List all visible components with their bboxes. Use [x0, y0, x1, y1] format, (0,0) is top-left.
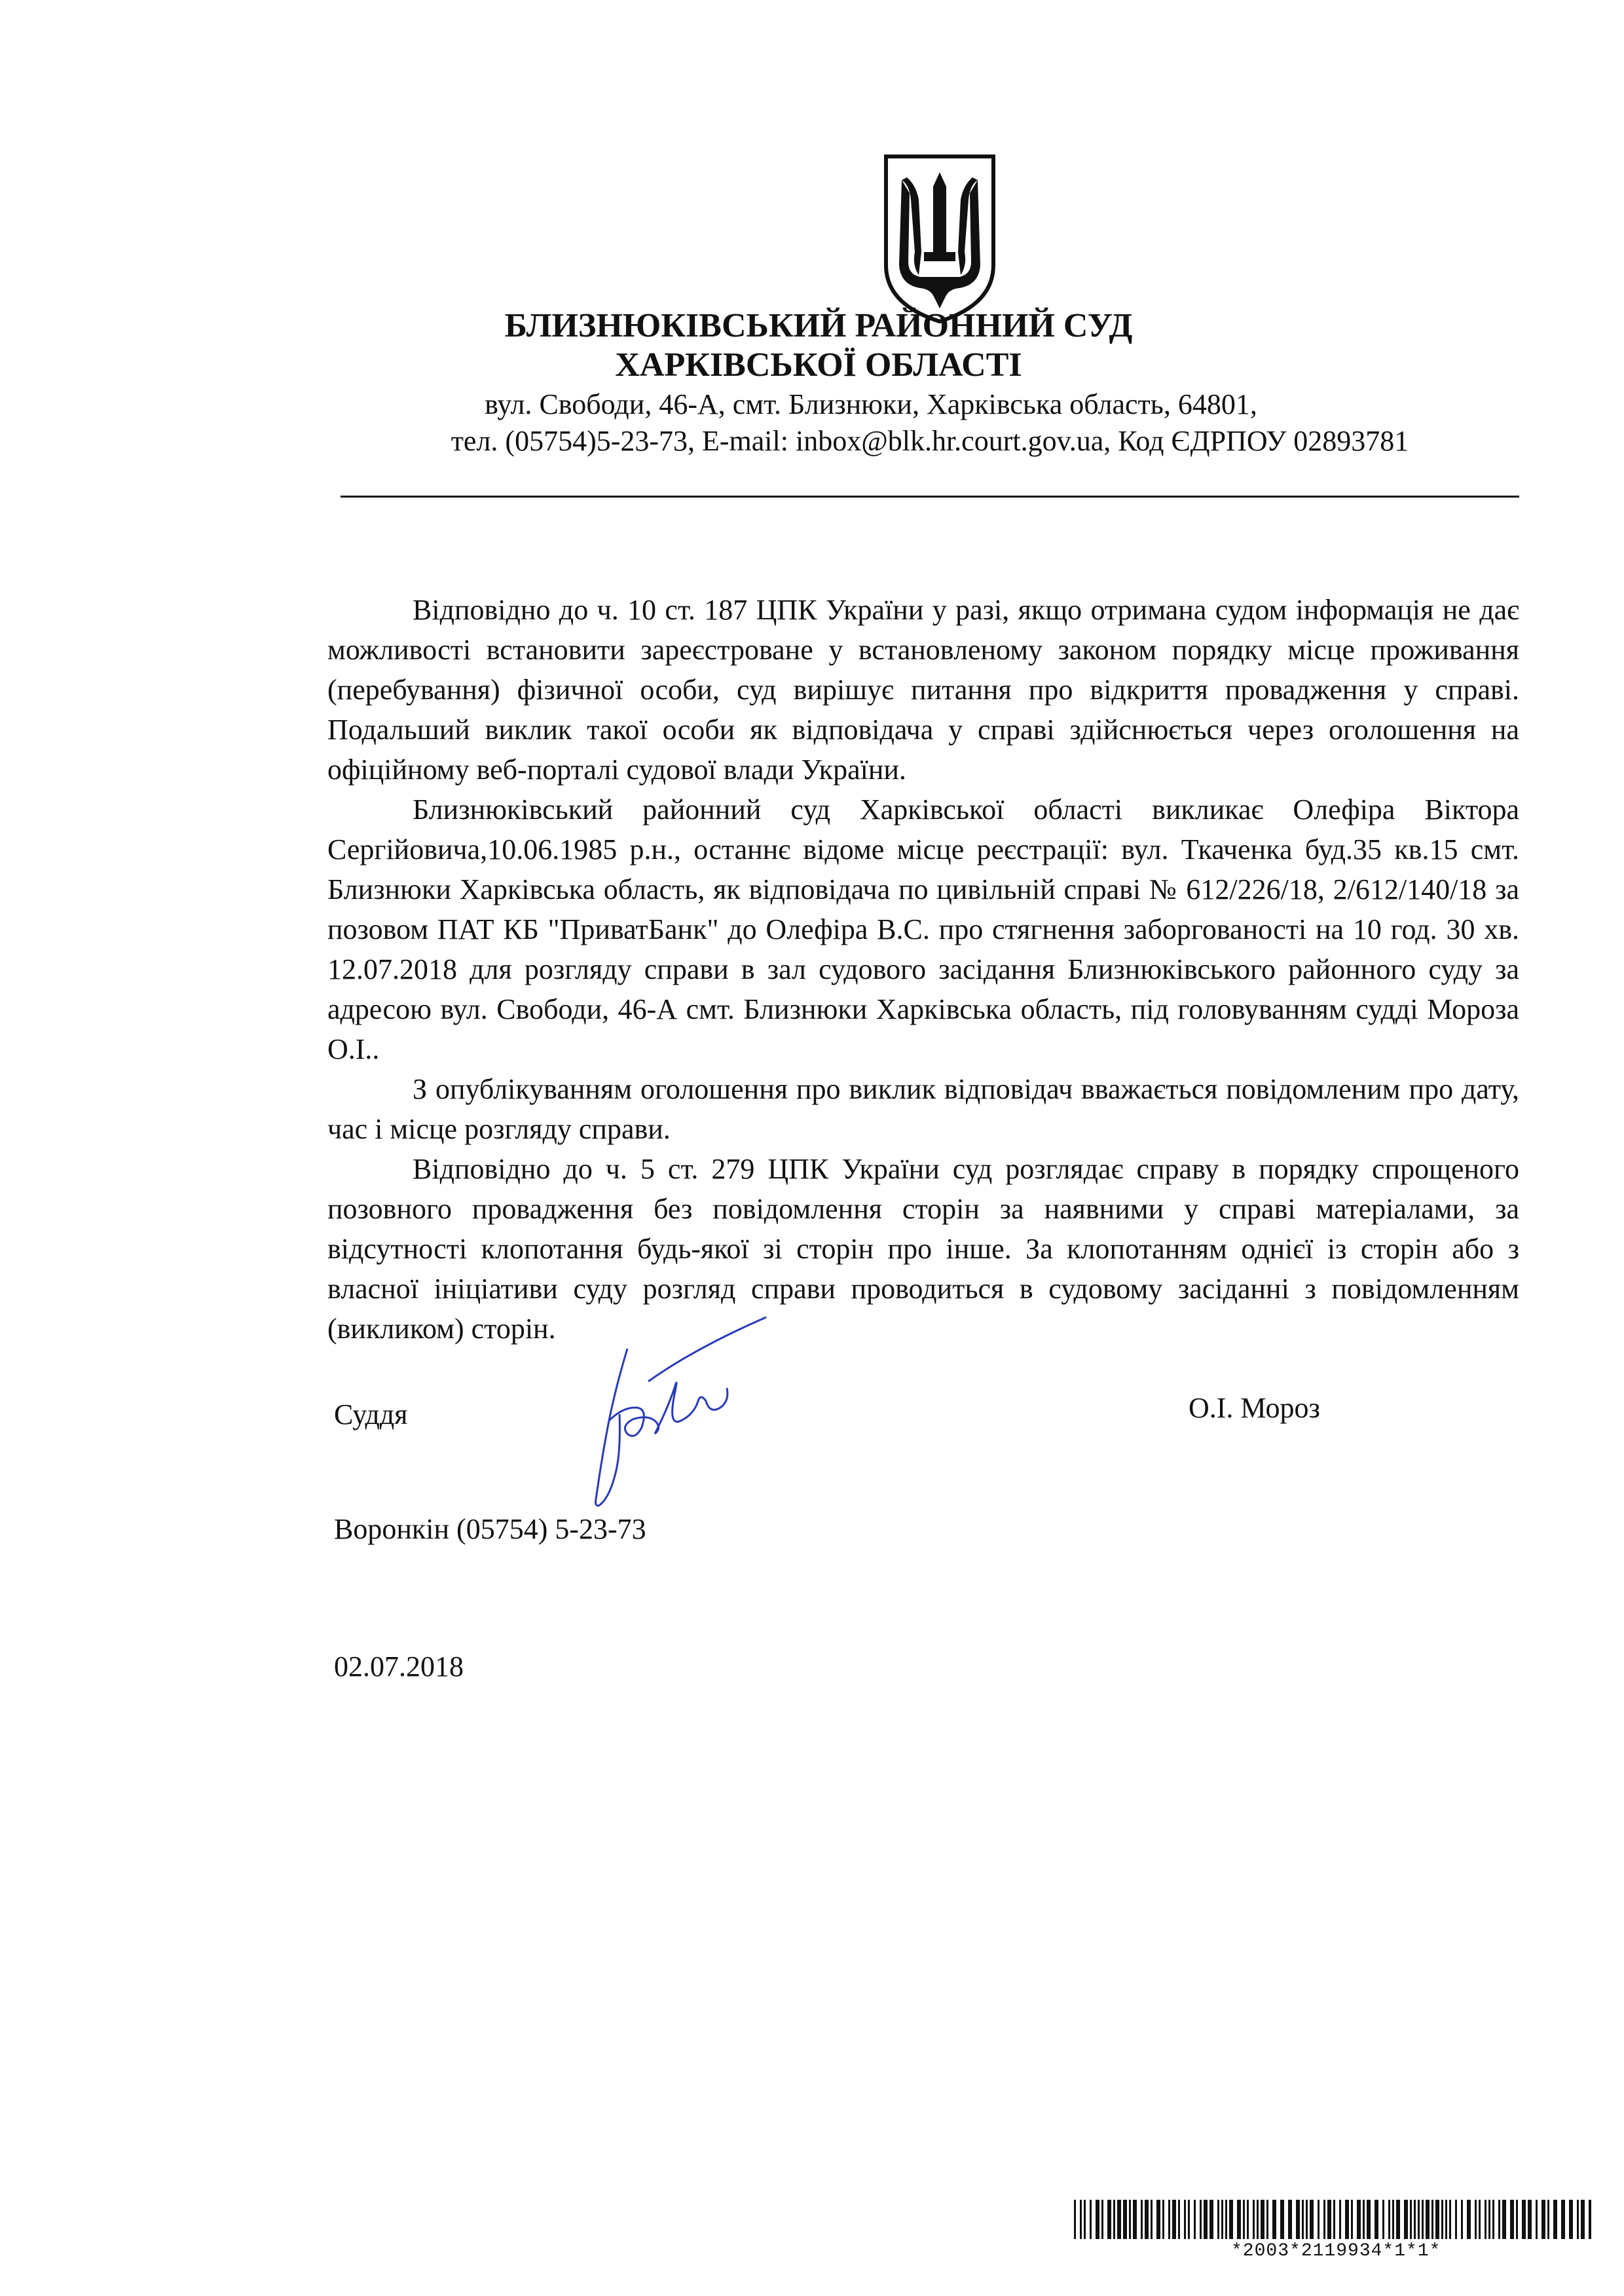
- barcode-bar: [1351, 2200, 1353, 2239]
- barcode-bar: [1194, 2200, 1196, 2239]
- barcode: [1074, 2200, 1591, 2239]
- barcode-bar: [1302, 2200, 1304, 2239]
- barcode-bar: [1253, 2200, 1255, 2239]
- barcode-bar: [1339, 2200, 1341, 2239]
- barcode-bar: [1184, 2200, 1186, 2239]
- barcode-bar: [1510, 2200, 1514, 2239]
- barcode-bar: [1188, 2200, 1190, 2239]
- barcode-bar: [1129, 2200, 1131, 2239]
- barcode-bar: [1492, 2200, 1494, 2239]
- barcode-bar: [1475, 2200, 1477, 2239]
- barcode-bar: [1162, 2200, 1164, 2239]
- barcode-bar: [1272, 2200, 1276, 2239]
- barcode-bar: [1426, 2200, 1430, 2239]
- barcode-bar: [1096, 2200, 1099, 2239]
- court-name-line2: ХАРКІВСЬКОЇ ОБЛАСТІ: [615, 346, 1022, 384]
- document-date: 02.07.2018: [334, 1650, 464, 1683]
- barcode-bar: [1296, 2200, 1300, 2239]
- barcode-bar: [1217, 2200, 1219, 2239]
- barcode-bar: [1107, 2200, 1111, 2239]
- trident-coat-of-arms-icon: [881, 154, 999, 324]
- barcode-bar: [1553, 2200, 1557, 2239]
- barcode-bar: [1528, 2200, 1532, 2239]
- barcode-bar: [1168, 2200, 1170, 2239]
- paragraph-4: [327, 1149, 1519, 1349]
- barcode-bar: [1485, 2200, 1486, 2239]
- barcode-bar: [1479, 2200, 1481, 2239]
- barcode-bar: [1327, 2200, 1331, 2239]
- notice-body: [327, 550, 1519, 1349]
- barcode-bar: [1388, 2200, 1390, 2239]
- barcode-bar: [1080, 2200, 1082, 2239]
- barcode-bar: [1209, 2200, 1213, 2239]
- barcode-bar: [1382, 2200, 1384, 2239]
- barcode-bar: [1561, 2200, 1565, 2239]
- barcode-bar: [1488, 2200, 1490, 2239]
- paragraph-1: [327, 550, 1519, 790]
- barcode-bar: [1589, 2200, 1591, 2239]
- barcode-bar: [1172, 2200, 1176, 2239]
- barcode-bar: [1541, 2200, 1545, 2239]
- court-name-line1: БЛИЗНЮКІВСЬКИЙ РАЙОННИЙ СУД: [504, 307, 1133, 344]
- barcode-bar: [1257, 2200, 1259, 2239]
- barcode-bar: [1178, 2200, 1180, 2239]
- paragraph-2-text: Близнюківський районний суд Харківської області викликає Олефіра Віктора Сергійовича,10.06.1985 р.н., останнє відоме місце реєстрації: вул. Ткаченка буд.35 кв.15 смт. Близнюки Харківська область, як відповідача по цивільній справі № 612/226/18, 2/612/140/18 за позовом ПАТ КБ "ПриватБанк" до Олефіра В.С. про стягнення заборгованості на 10 год. 30 хв. 12.07.2018 для розгляду справи в зал судового засідання Близнюківського районного суду за адресою вул. Свободи, 46-А смт. Близнюки Харківська область, під головуванням судді Мороза О.І..: [327, 793, 1519, 1065]
- barcode-bar: [1392, 2200, 1394, 2239]
- barcode-bar: [1516, 2200, 1518, 2239]
- paragraph-3-text: З опублікуванням оголошення про виклик відповідач вважається повідомленим про дату, час і місце розгляду справи.: [327, 1073, 1519, 1145]
- barcode-bar: [1357, 2200, 1361, 2239]
- paragraph-4-text: Відповідно до ч. 5 ст. 279 ЦПК України суд розглядає справу в порядку спрощеного позовного провадження без повідомлення сторін за наявними у справі матеріалами, за відсутності клопотання будь-якої зі сторін про інше. За клопотанням однієї із сторін або з власної ініціативи суду розгляд справи проводиться в судовому засіданні з повідомленням (викликом) сторін.: [327, 1153, 1519, 1345]
- barcode-bar: [1404, 2200, 1408, 2239]
- barcode-bar: [1498, 2200, 1500, 2239]
- barcode-bar: [1461, 2200, 1463, 2239]
- barcode-bar: [1310, 2200, 1314, 2239]
- barcode-bar: [1133, 2200, 1137, 2239]
- barcode-bar: [1367, 2200, 1371, 2239]
- barcode-bar: [1455, 2200, 1457, 2239]
- barcode-bar: [1431, 2200, 1433, 2239]
- barcode-bar: [1435, 2200, 1439, 2239]
- barcode-bar: [1547, 2200, 1549, 2239]
- barcode-bar: [1151, 2200, 1153, 2239]
- barcode-bar: [1577, 2200, 1579, 2239]
- barcode-bar: [1410, 2200, 1412, 2239]
- paragraph-2: [327, 790, 1519, 1069]
- court-address: вул. Свободи, 46-А, смт. Близнюки, Харківська область, 64801,: [485, 388, 1257, 420]
- court-contacts: тел. (05754)5-23-73, E-mail: inbox@blk.hr.court.gov.ua, Код ЄДРПОУ 02893781: [451, 425, 1409, 457]
- barcode-bar: [1221, 2200, 1223, 2239]
- barcode-bar: [1156, 2200, 1160, 2239]
- barcode-bar: [1345, 2200, 1349, 2239]
- barcode-bar: [1414, 2200, 1416, 2239]
- paragraph-3: [327, 1069, 1519, 1149]
- barcode-bar: [1247, 2200, 1249, 2239]
- barcode-bar: [1323, 2200, 1325, 2239]
- barcode-bar: [1288, 2200, 1292, 2239]
- barcode-bar: [1084, 2200, 1086, 2239]
- barcode-bar: [1074, 2200, 1076, 2239]
- barcode-bar: [1363, 2200, 1365, 2239]
- barcode-bar: [1422, 2200, 1424, 2239]
- barcode-bar: [1117, 2200, 1121, 2239]
- barcode-bar: [1090, 2200, 1092, 2239]
- barcode-bar: [1204, 2200, 1208, 2239]
- barcode-bar: [1449, 2200, 1451, 2239]
- barcode-bar: [1261, 2200, 1264, 2239]
- barcode-bar: [1375, 2200, 1378, 2239]
- barcode-bar: [1536, 2200, 1538, 2239]
- handwritten-signature: [570, 1309, 779, 1512]
- barcode-bar: [1225, 2200, 1227, 2239]
- barcode-bar: [1101, 2200, 1103, 2239]
- barcode-bar: [1522, 2200, 1526, 2239]
- signature-row: [0, 1391, 1624, 1444]
- barcode-bar: [1467, 2200, 1471, 2239]
- barcode-bar: [1229, 2200, 1233, 2239]
- header-divider: [341, 496, 1519, 498]
- barcode-bar: [1441, 2200, 1443, 2239]
- barcode-bar: [1123, 2200, 1127, 2239]
- barcode-bar: [1445, 2200, 1447, 2239]
- barcode-bar: [1396, 2200, 1400, 2239]
- judge-name: О.І. Мороз: [1189, 1392, 1320, 1424]
- barcode-bar: [1145, 2200, 1149, 2239]
- barcode-bar: [1318, 2200, 1320, 2239]
- barcode-bar: [1306, 2200, 1308, 2239]
- barcode-bar: [1243, 2200, 1245, 2239]
- barcode-bar: [1280, 2200, 1284, 2239]
- barcode-bar: [1418, 2200, 1420, 2239]
- judge-label: Суддя: [334, 1398, 408, 1430]
- barcode-bar: [1266, 2200, 1268, 2239]
- barcode-bar: [1333, 2200, 1335, 2239]
- barcode-bar: [1581, 2200, 1585, 2239]
- contact-person: Воронкін (05754) 5-23-73: [334, 1513, 646, 1545]
- barcode-bar: [1569, 2200, 1573, 2239]
- barcode-bar: [1113, 2200, 1115, 2239]
- barcode-bar: [1237, 2200, 1241, 2239]
- paragraph-1-text: Відповідно до ч. 10 ст. 187 ЦПК України у разі, якщо отримана судом інформація не дає можливості встановити зареєстроване у встановленому законом порядку місце проживання (перебування) фізичної особи, суд вирішує питання про відкриття провадження у справі. Подальший виклик такої особи як відповідача у справі здійснюється через оголошення на офіційному веб-порталі судової влади України.: [327, 594, 1519, 786]
- barcode-bar: [1141, 2200, 1143, 2239]
- barcode-number: *2003*2119934*1*1*: [1231, 2241, 1441, 2261]
- barcode-bar: [1200, 2200, 1202, 2239]
- barcode-bar: [1502, 2200, 1506, 2239]
